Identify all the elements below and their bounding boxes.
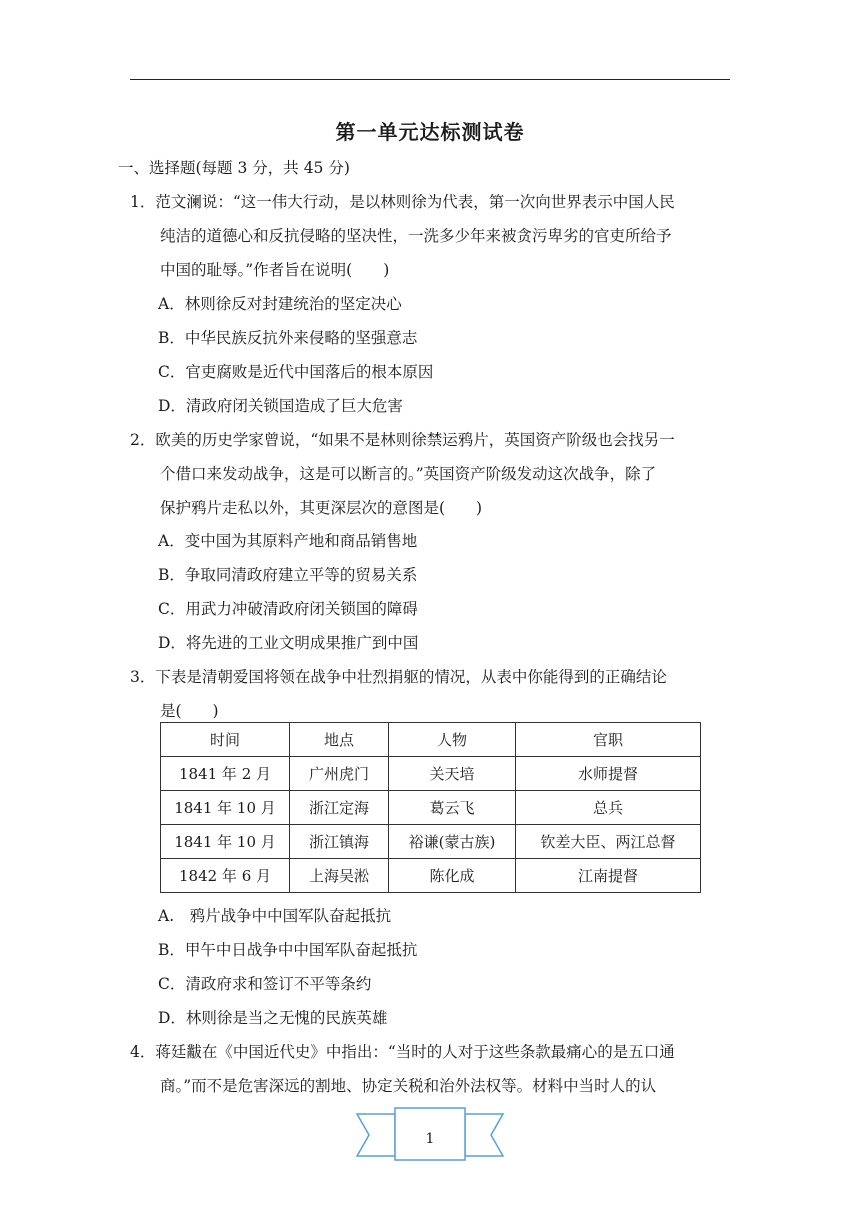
table-header-cell: 时间 <box>161 723 290 757</box>
q1-option-b: B．中华民族反抗外来侵略的坚强意志 <box>158 329 418 347</box>
q1-option-c: C．官吏腐败是近代中国落后的根本原因 <box>158 363 434 381</box>
q4-line-2: 商。”而不是危害深远的割地、协定关税和治外法权等。材料中当时人的认 <box>160 1077 657 1095</box>
table-row <box>161 825 701 859</box>
table-cell: 广州虎门 <box>290 757 389 791</box>
q2-line-3: 保护鸦片走私以外，其更深层次的意图是( ) <box>160 499 483 517</box>
table-cell: 1842 年 6 月 <box>161 859 290 893</box>
q3-table <box>160 722 701 893</box>
header-rule <box>130 79 730 80</box>
page-title: 第一单元达标测试卷 <box>335 120 525 144</box>
q3-option-a: A. 鸦片战争中中国军队奋起抵抗 <box>158 907 392 925</box>
table-cell: 总兵 <box>516 791 701 825</box>
table-cell: 1841 年 2 月 <box>161 757 290 791</box>
q3-line-2: 是( ) <box>160 702 219 720</box>
table-cell: 1841 年 10 月 <box>161 825 290 859</box>
table-header-cell: 官职 <box>516 723 701 757</box>
q3-line-1: 3．下表是清朝爱国将领在战争中壮烈捐躯的情况，从表中你能得到的正确结论 <box>130 668 667 686</box>
table-cell: 钦差大臣、两江总督 <box>516 825 701 859</box>
table-cell: 葛云飞 <box>389 791 516 825</box>
q1-option-a: A．林则徐反对封建统治的坚定决心 <box>158 295 402 313</box>
table-cell: 水师提督 <box>516 757 701 791</box>
q2-line-1: 2．欧美的历史学家曾说，“如果不是林则徐禁运鸦片，英国资产阶级也会找另一 <box>130 431 675 449</box>
q2-option-d: D．将先进的工业文明成果推广到中国 <box>158 634 419 652</box>
q3-option-c: C．清政府求和签订不平等条约 <box>158 975 372 993</box>
table-cell: 浙江镇海 <box>290 825 389 859</box>
table-cell: 浙江定海 <box>290 791 389 825</box>
table-header-row <box>161 723 701 757</box>
table-row <box>161 757 701 791</box>
q2-option-b: B．争取同清政府建立平等的贸易关系 <box>158 566 418 584</box>
table-cell: 裕谦(蒙古族) <box>389 825 516 859</box>
page-number: 1 <box>425 1131 435 1147</box>
q1-line-2: 纯洁的道德心和反抗侵略的坚决性，一洗多少年来被贪污卑劣的官吏所给予 <box>160 227 672 245</box>
table-cell: 江南提督 <box>516 859 701 893</box>
q2-line-2: 个借口来发动战争，这是可以断言的。”英国资产阶级发动这次战争，除了 <box>160 465 657 483</box>
q3-option-b: B．甲午中日战争中中国军队奋起抵抗 <box>158 941 418 959</box>
q2-option-a: A．变中国为其原料产地和商品销售地 <box>158 532 418 550</box>
table-cell: 上海吴淞 <box>290 859 389 893</box>
q1-line-1: 1．范文澜说：“这一伟大行动，是以林则徐为代表，第一次向世界表示中国人民 <box>130 193 675 211</box>
q2-option-c: C．用武力冲破清政府闭关锁国的障碍 <box>158 600 418 618</box>
q1-line-3: 中国的耻辱。”作者旨在说明( ) <box>160 261 390 279</box>
table-header-cell: 人物 <box>389 723 516 757</box>
table-cell: 陈化成 <box>389 859 516 893</box>
q1-option-d: D．清政府闭关锁国造成了巨大危害 <box>158 397 403 415</box>
table-cell: 1841 年 10 月 <box>161 791 290 825</box>
table-row <box>161 791 701 825</box>
q4-line-1: 4．蒋廷黻在《中国近代史》中指出：“当时的人对于这些条款最痛心的是五口通 <box>130 1043 675 1061</box>
table-header-cell: 地点 <box>290 723 389 757</box>
q3-option-d: D．林则徐是当之无愧的民族英雄 <box>158 1009 388 1027</box>
table-row <box>161 859 701 893</box>
section-heading: 一、选择题(每题 3 分，共 45 分) <box>118 159 350 177</box>
table-cell: 关天培 <box>389 757 516 791</box>
